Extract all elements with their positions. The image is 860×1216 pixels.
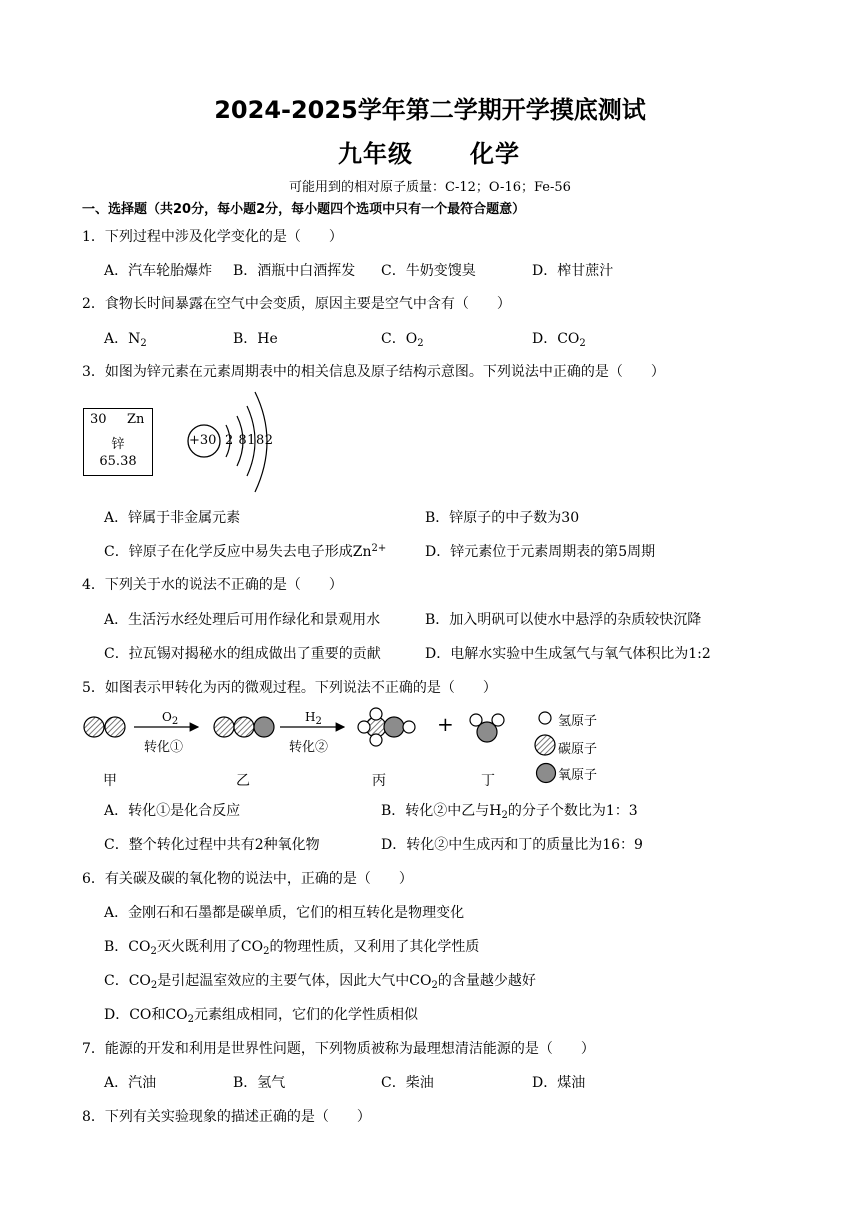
bing-oxygen-atom (384, 717, 404, 737)
ding-oxygen-atom (477, 722, 497, 742)
q5-option-a: A．转化①是化合反应 (104, 803, 241, 819)
nucleus-charge: +30 (189, 433, 217, 448)
periodic-table-cell (83, 408, 153, 476)
legend-oxygen-label: 氧原子 (558, 768, 598, 783)
bing-hydrogen-atom-bottom (370, 734, 382, 746)
q4-option-b: B．加入明矾可以使水中悬浮的杂质较快沉降 (425, 612, 702, 628)
question-6-stem: 6．有关碳及碳的氧化物的说法中，正确的是（ ） (82, 871, 413, 887)
q2-option-d: D．$CO_2$ (532, 331, 586, 349)
plus-sign: + (437, 712, 454, 736)
question-3-stem: 3．如图为锌元素在元素周期表中的相关信息及原子结构示意图。下列说法中正确的是（ ） (82, 364, 665, 380)
legend-carbon-label: 碳原子 (558, 742, 598, 757)
atomic-number: 30 (90, 412, 107, 427)
electron-arrangement: 2 8182 (225, 433, 274, 448)
q7-option-a: A．汽油 (104, 1075, 157, 1091)
yi-carbon-atom-2 (234, 717, 254, 737)
exam-title: 2024-2025学年第二学期开学摸底测试 (214, 96, 646, 124)
q1-option-d: D．榨甘蔗汁 (532, 263, 614, 279)
legend-carbon-symbol (535, 735, 555, 755)
q3-option-d: D．锌元素位于元素周期表的第5周期 (425, 544, 656, 560)
label-bing: 丙 (372, 773, 386, 789)
q3-option-b: B．锌原子的中子数为30 (425, 510, 580, 526)
q3-option-a: A．锌属于非金属元素 (104, 510, 241, 526)
element-name: 锌 (111, 437, 125, 452)
bing-hydrogen-atom-top (370, 708, 382, 720)
yi-oxygen-atom (254, 717, 274, 737)
q7-option-b: B．氢气 (233, 1075, 286, 1091)
legend-oxygen-symbol (537, 764, 556, 783)
label-yi: 乙 (236, 773, 250, 789)
question-8-stem: 8．下列有关实验现象的描述正确的是（ ） (82, 1109, 371, 1125)
q4-option-d: D．电解水实验中生成氢气与氧气体积比为1:2 (425, 646, 711, 662)
arrow-1-label: 转化① (144, 740, 184, 755)
atomic-masses: 可能用到的相对原子质量：C-12；O-16；Fe-56 (289, 180, 571, 195)
q1-option-a: A．汽车轮胎爆炸 (104, 263, 213, 279)
arrow-2-reagent: $H_2$ (305, 710, 322, 727)
bing-hydrogen-atom-left (358, 721, 370, 733)
q6-option-b: B．$CO_2$灭火既利用了$CO_2$的物理性质，又利用了其化学性质 (104, 939, 480, 957)
q6-option-d: D．CO和$CO_2$元素组成相同，它们的化学性质相似 (104, 1007, 418, 1025)
label-ding: 丁 (481, 773, 495, 789)
bing-hydrogen-atom-right (403, 721, 415, 733)
q1-option-c: C．牛奶变馊臭 (381, 263, 476, 279)
q5-option-d: D．转化②中生成丙和丁的质量比为16：9 (381, 837, 643, 853)
q6-option-a: A．金刚石和石墨都是碳单质，它们的相互转化是物理变化 (104, 905, 465, 921)
q3-option-c: C．锌原子在化学反应中易失去电子形成$Zn^{2+}$ (104, 543, 387, 560)
q6-option-c: C．$CO_2$是引起温室效应的主要气体，因此大气中$CO_2$的含量越少越好 (104, 973, 536, 991)
arrow-2-label: 转化② (289, 740, 329, 755)
yi-carbon-atom-1 (214, 717, 234, 737)
jia-carbon-atom-1 (84, 717, 104, 737)
q2-option-a: A．$N_2$ (104, 331, 147, 349)
element-symbol: Zn (127, 412, 145, 427)
question-4-stem: 4．下列关于水的说法不正确的是（ ） (82, 577, 343, 593)
reaction-diagram (78, 700, 618, 770)
section-heading: 一、选择题（共20分，每小题2分，每小题四个选项中只有一个最符合题意） (82, 202, 526, 217)
q7-option-d: D．煤油 (532, 1075, 586, 1091)
subject-label: 化学 (470, 140, 520, 168)
label-jia: 甲 (103, 773, 117, 789)
q5-option-b: B．转化②中乙与$H_2$的分子个数比为1：3 (381, 803, 638, 821)
legend-hydrogen-symbol (539, 712, 551, 724)
q4-option-c: C．拉瓦锡对揭秘水的组成做出了重要的贡献 (104, 646, 381, 662)
question-1-stem: 1．下列过程中涉及化学变化的是（ ） (82, 229, 343, 245)
q2-option-b: B．He (233, 331, 278, 347)
q5-option-c: C．整个转化过程中共有2种氧化物 (104, 837, 320, 853)
arrow-1-reagent: $O_2$ (162, 710, 179, 727)
q2-option-c: C．$O_2$ (381, 331, 424, 349)
question-7-stem: 7．能源的开发和利用是世界性问题，下列物质被称为最理想清洁能源的是（ ） (82, 1041, 595, 1057)
q1-option-b: B．酒瓶中白酒挥发 (233, 263, 356, 279)
q4-option-a: A．生活污水经处理后可用作绿化和景观用水 (104, 612, 381, 628)
q7-option-c: C．柴油 (381, 1075, 434, 1091)
question-5-stem: 5．如图表示甲转化为丙的微观过程。下列说法不正确的是（ ） (82, 680, 497, 696)
legend-hydrogen-label: 氢原子 (558, 714, 598, 729)
legend-oxygen-svg (535, 762, 557, 784)
grade-label: 九年级 (338, 140, 413, 168)
atomic-mass: 65.38 (99, 454, 137, 469)
jia-carbon-atom-2 (105, 717, 125, 737)
question-2-stem: 2．食物长时间暴露在空气中会变质，原因主要是空气中含有（ ） (82, 296, 511, 312)
